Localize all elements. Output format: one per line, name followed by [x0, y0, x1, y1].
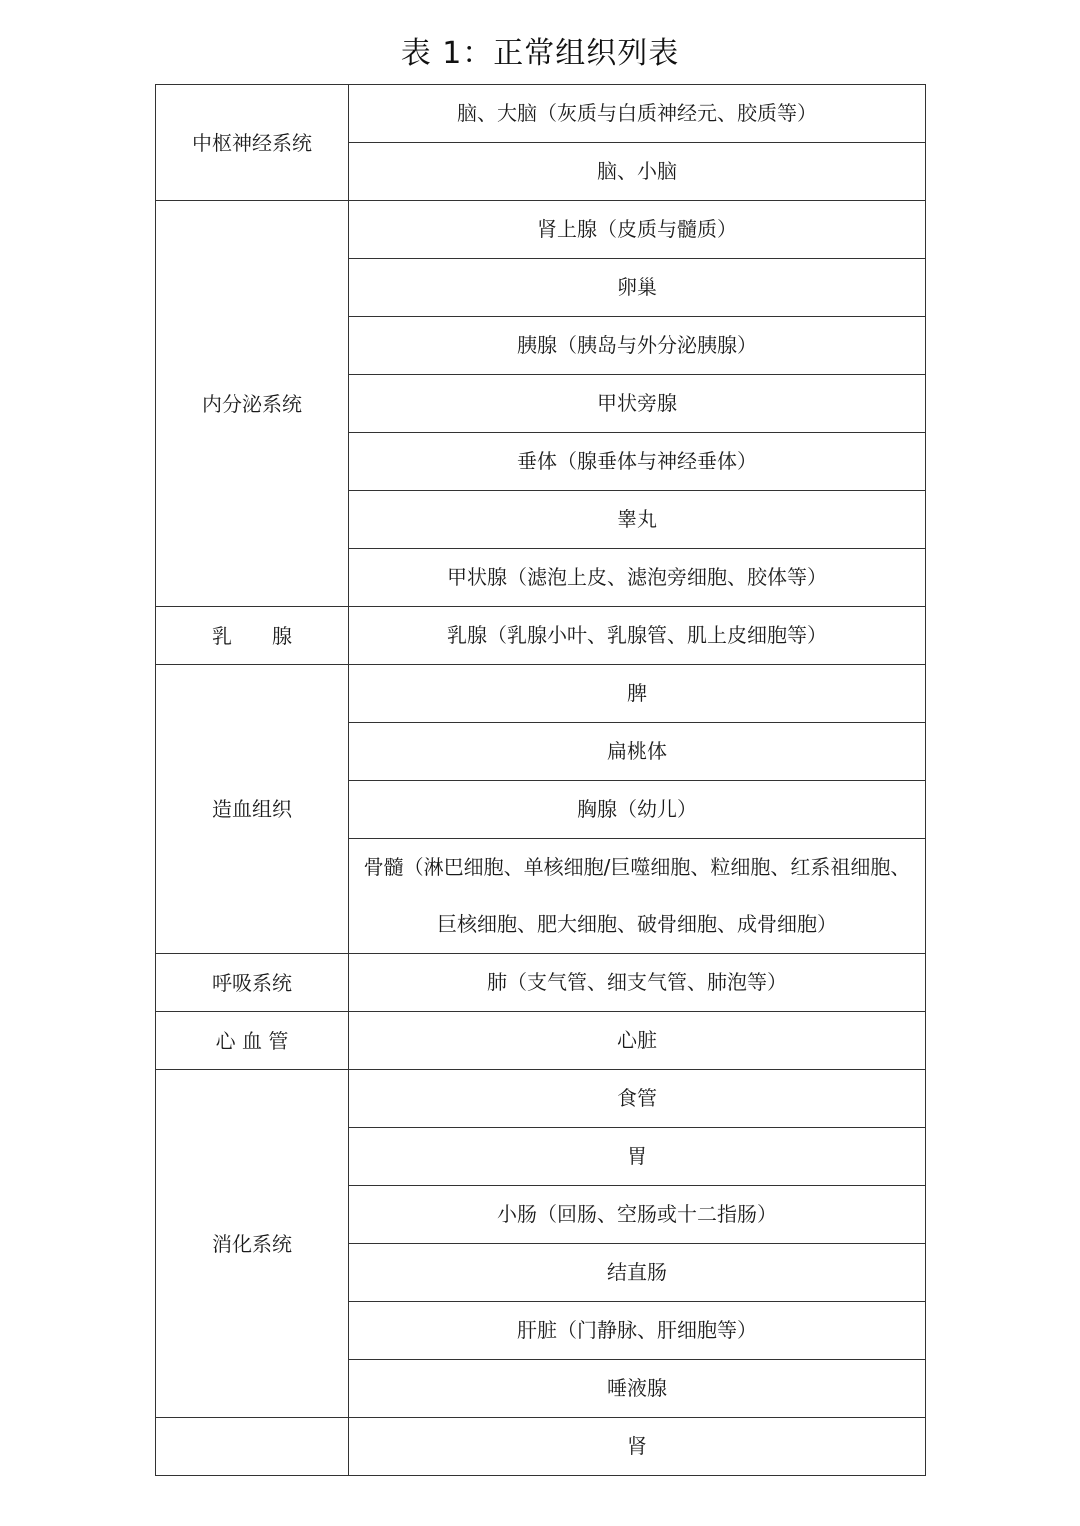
table-row [156, 201, 926, 259]
tissue-cell: 胰腺（胰岛与外分泌胰腺） [349, 317, 926, 375]
tissue-cell: 结直肠 [349, 1244, 926, 1302]
tissue-cell: 肾上腺（皮质与髓质） [349, 201, 926, 259]
tissue-cell: 骨髓（淋巴细胞、单核细胞/巨噬细胞、粒细胞、红系祖细胞、巨核细胞、肥大细胞、破骨细胞、成骨细胞） [349, 839, 926, 954]
system-cell: 乳 腺 [156, 607, 349, 665]
tissue-cell: 肝脏（门静脉、肝细胞等） [349, 1302, 926, 1360]
tissue-cell: 乳腺（乳腺小叶、乳腺管、肌上皮细胞等） [349, 607, 926, 665]
table-row [156, 607, 926, 665]
tissue-cell: 垂体（腺垂体与神经垂体） [349, 433, 926, 491]
table-row [156, 1418, 926, 1476]
table-row [156, 1012, 926, 1070]
tissue-cell: 食管 [349, 1070, 926, 1128]
system-cell [156, 1418, 349, 1476]
tissue-cell: 卵巢 [349, 259, 926, 317]
table-title: 表 1：正常组织列表 [400, 36, 680, 71]
table-row [156, 954, 926, 1012]
system-cell: 造血组织 [156, 665, 349, 954]
table-row [156, 665, 926, 723]
table-row [156, 1070, 926, 1128]
tissue-cell: 睾丸 [349, 491, 926, 549]
tissue-cell: 甲状腺（滤泡上皮、滤泡旁细胞、胶体等） [349, 549, 926, 607]
tissue-cell: 脑、小脑 [349, 143, 926, 201]
tissue-cell: 扁桃体 [349, 723, 926, 781]
system-cell: 消化系统 [156, 1070, 349, 1418]
tissue-cell: 胃 [349, 1128, 926, 1186]
tissue-cell: 甲状旁腺 [349, 375, 926, 433]
normal-tissue-table [155, 84, 926, 1476]
system-cell: 中枢神经系统 [156, 85, 349, 201]
tissue-cell: 小肠（回肠、空肠或十二指肠） [349, 1186, 926, 1244]
tissue-cell: 脾 [349, 665, 926, 723]
tissue-cell: 脑、大脑（灰质与白质神经元、胶质等） [349, 85, 926, 143]
tissue-cell: 心脏 [349, 1012, 926, 1070]
tissue-cell: 唾液腺 [349, 1360, 926, 1418]
tissue-cell: 肾 [349, 1418, 926, 1476]
table-row [156, 85, 926, 143]
system-cell: 内分泌系统 [156, 201, 349, 607]
system-cell: 呼吸系统 [156, 954, 349, 1012]
system-cell: 心 血 管 [156, 1012, 349, 1070]
tissue-cell: 肺（支气管、细支气管、肺泡等） [349, 954, 926, 1012]
tissue-cell: 胸腺（幼儿） [349, 781, 926, 839]
